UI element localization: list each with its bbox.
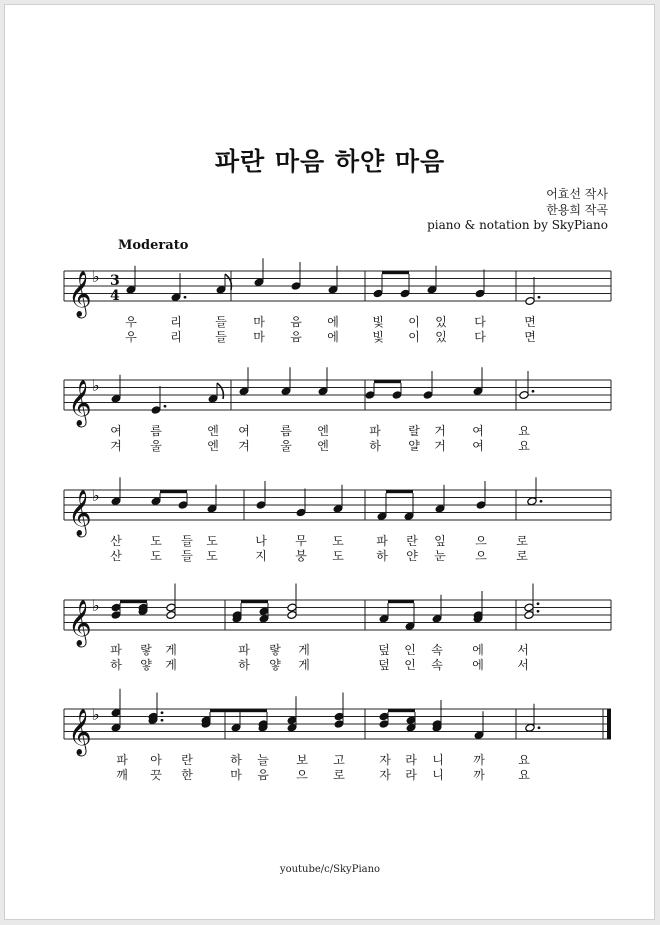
lyric-verse1-syllable: 랄 [408, 424, 420, 438]
lyric-verse1-syllable: 파 [369, 424, 381, 438]
lyric-verse2-syllable: 으 [296, 768, 308, 782]
lyric-verse1-syllable: 산 [110, 534, 122, 548]
lyric-verse1-syllable: 다 [474, 315, 486, 329]
augmentation-dot [540, 500, 543, 503]
lyric-verse1-syllable: 무 [295, 534, 307, 548]
arranger-credit: piano & notation by SkyPiano [427, 218, 608, 232]
lyric-verse2-syllable: 로 [333, 768, 345, 782]
lyric-verse2-syllable: 면 [524, 330, 536, 344]
lyric-verse2-syllable: 마 [253, 330, 265, 344]
lyricist-credit: 어효선 작사 [546, 187, 608, 201]
lyric-verse1-syllable: 고 [333, 753, 345, 767]
key-signature-flat-icon: ♭ [92, 705, 100, 724]
beam [386, 490, 413, 493]
lyric-verse1-syllable: 요 [518, 424, 530, 438]
beam [388, 600, 414, 603]
lyric-verse1-syllable: 여 [238, 424, 250, 438]
augmentation-dot [537, 602, 540, 605]
lyric-verse1-syllable: 하 [230, 753, 242, 767]
lyric-verse1-syllable: 속 [431, 643, 443, 657]
treble-clef-icon: 𝄞 [68, 271, 92, 317]
lyric-verse1-syllable: 니 [432, 753, 444, 767]
lyric-verse2-syllable: 도 [206, 549, 218, 563]
lyric-verse2-syllable: 있 [435, 330, 447, 344]
lyric-verse1-syllable: 에 [327, 315, 339, 329]
lyric-verse1-syllable: 아 [150, 753, 162, 767]
lyric-verse2-syllable: 리 [170, 330, 182, 344]
augmentation-dot [161, 711, 164, 714]
beam [241, 600, 268, 603]
key-signature-flat-icon: ♭ [92, 267, 100, 286]
augmentation-dot [537, 610, 540, 613]
lyric-verse2-syllable: 도 [332, 549, 344, 563]
lyric-verse2-syllable: 빛 [372, 330, 384, 344]
lyric-verse1-syllable: 파 [110, 643, 122, 657]
augmentation-dot [184, 296, 187, 299]
lyric-verse1-syllable: 도 [332, 534, 344, 548]
lyric-verse2-syllable: 에 [472, 658, 484, 672]
footer-channel: youtube/c/SkyPiano [279, 864, 381, 875]
lyric-verse1-syllable: 게 [298, 643, 310, 657]
lyric-verse2-syllable: 다 [474, 330, 486, 344]
lyric-verse1-syllable: 늘 [257, 753, 269, 767]
lyric-verse1-syllable: 도 [150, 534, 162, 548]
lyric-verse2-syllable: 거 [434, 439, 446, 453]
treble-clef-icon: 𝄞 [68, 709, 92, 755]
lyric-verse2-syllable: 얄 [408, 439, 420, 453]
beam [374, 380, 401, 383]
key-signature-flat-icon: ♭ [92, 486, 100, 505]
song-title: 파란 마음 하얀 마음 [214, 147, 446, 176]
lyric-verse2-syllable: 인 [404, 658, 416, 672]
lyric-verse2-syllable: 얀 [406, 549, 418, 563]
lyric-verse2-syllable: 여 [472, 439, 484, 453]
staff-system [64, 477, 611, 563]
beam [382, 271, 409, 274]
lyric-verse1-syllable: 란 [181, 753, 193, 767]
lyric-verse1-syllable: 파 [376, 534, 388, 548]
lyric-verse1-syllable: 랗 [269, 643, 281, 657]
lyric-verse2-syllable: 하 [110, 658, 122, 672]
lyric-verse1-syllable: 덮 [378, 643, 390, 657]
lyric-verse2-syllable: 덮 [378, 658, 390, 672]
lyric-verse1-syllable: 잎 [434, 534, 446, 548]
lyric-verse2-syllable: 겨 [238, 439, 250, 453]
beam [120, 600, 147, 603]
lyric-verse2-syllable: 음 [290, 330, 302, 344]
lyric-verse1-syllable: 나 [255, 534, 267, 548]
lyric-verse2-syllable: 하 [376, 549, 388, 563]
lyric-verse2-syllable: 우 [125, 330, 137, 344]
augmentation-dot [164, 405, 167, 408]
lyric-verse1-syllable: 름 [280, 424, 292, 438]
lyric-verse1-syllable: 파 [116, 753, 128, 767]
lyric-verse1-syllable: 으 [475, 534, 487, 548]
lyric-verse2-syllable: 들 [181, 549, 193, 563]
composer-credit: 한용희 작곡 [546, 203, 608, 217]
augmentation-dot [538, 726, 541, 729]
lyric-verse2-syllable: 도 [150, 549, 162, 563]
lyric-verse2-syllable: 음 [257, 768, 269, 782]
augmentation-dot [538, 296, 541, 299]
lyric-verse1-syllable: 로 [516, 534, 528, 548]
lyric-verse1-syllable: 여 [472, 424, 484, 438]
lyric-verse1-syllable: 거 [434, 424, 446, 438]
lyric-verse2-syllable: 서 [517, 658, 529, 672]
lyric-verse1-syllable: 빛 [372, 315, 384, 329]
lyric-verse1-syllable: 엔 [317, 424, 329, 438]
lyric-verse1-syllable: 름 [150, 424, 162, 438]
lyric-verse2-syllable: 들 [215, 330, 227, 344]
augmentation-dot [161, 719, 164, 722]
lyric-verse2-syllable: 겨 [110, 439, 122, 453]
lyric-verse2-syllable: 이 [408, 330, 420, 344]
lyric-verse1-syllable: 보 [296, 753, 308, 767]
lyric-verse1-syllable: 랗 [140, 643, 152, 657]
staff-system [64, 258, 611, 344]
lyric-verse1-syllable: 라 [405, 753, 417, 767]
lyric-verse1-syllable: 게 [165, 643, 177, 657]
beam [160, 490, 187, 493]
key-signature-flat-icon: ♭ [92, 376, 100, 395]
key-signature-flat-icon: ♭ [92, 596, 100, 615]
lyric-verse1-syllable: 란 [406, 534, 418, 548]
note-flag [225, 274, 231, 290]
note-flag [217, 383, 223, 399]
lyric-verse2-syllable: 지 [255, 549, 267, 563]
treble-clef-icon: 𝄞 [68, 600, 92, 646]
lyric-verse2-syllable: 울 [280, 439, 292, 453]
time-signature-bottom: 4 [110, 288, 120, 304]
treble-clef-icon: 𝄞 [68, 490, 92, 536]
tempo-marking: Moderato [118, 238, 189, 253]
lyric-verse1-syllable: 여 [110, 424, 122, 438]
beam [240, 709, 267, 712]
staff-system [64, 584, 611, 673]
lyric-verse1-syllable: 에 [472, 643, 484, 657]
lyric-verse1-syllable: 도 [206, 534, 218, 548]
lyric-verse1-syllable: 들 [181, 534, 193, 548]
lyric-verse2-syllable: 끗 [150, 768, 162, 782]
lyric-verse2-syllable: 하 [238, 658, 250, 672]
lyric-verse2-syllable: 엔 [207, 439, 219, 453]
lyric-verse1-syllable: 리 [170, 315, 182, 329]
lyric-verse2-syllable: 얗 [140, 658, 152, 672]
lyric-verse2-syllable: 한 [181, 768, 193, 782]
lyric-verse2-syllable: 게 [298, 658, 310, 672]
lyric-verse1-syllable: 까 [473, 753, 485, 767]
lyric-verse2-syllable: 으 [475, 549, 487, 563]
lyric-verse2-syllable: 라 [405, 768, 417, 782]
lyric-verse1-syllable: 요 [518, 753, 530, 767]
lyric-verse1-syllable: 엔 [207, 424, 219, 438]
beam [388, 709, 415, 712]
treble-clef-icon: 𝄞 [68, 380, 92, 426]
lyric-verse2-syllable: 엔 [317, 439, 329, 453]
lyric-verse2-syllable: 니 [432, 768, 444, 782]
lyric-verse2-syllable: 로 [516, 549, 528, 563]
lyric-verse2-syllable: 속 [431, 658, 443, 672]
time-signature-top: 3 [110, 273, 120, 289]
lyric-verse2-syllable: 붕 [295, 549, 307, 563]
lyric-verse1-syllable: 서 [517, 643, 529, 657]
lyric-verse1-syllable: 우 [125, 315, 137, 329]
lyric-verse1-syllable: 마 [253, 315, 265, 329]
staff-system [64, 689, 611, 782]
lyric-verse1-syllable: 있 [435, 315, 447, 329]
lyric-verse2-syllable: 산 [110, 549, 122, 563]
lyric-verse2-syllable: 요 [518, 439, 530, 453]
augmentation-dot [532, 390, 535, 393]
final-thick-barline [607, 709, 611, 739]
lyric-verse2-syllable: 눈 [434, 549, 446, 563]
lyric-verse1-syllable: 자 [379, 753, 391, 767]
staff-system [64, 367, 611, 453]
beam [210, 709, 240, 712]
lyric-verse1-syllable: 음 [290, 315, 302, 329]
lyric-verse2-syllable: 하 [369, 439, 381, 453]
lyric-verse2-syllable: 게 [165, 658, 177, 672]
lyric-verse2-syllable: 까 [473, 768, 485, 782]
lyric-verse2-syllable: 울 [150, 439, 162, 453]
lyric-verse2-syllable: 얗 [269, 658, 281, 672]
lyric-verse2-syllable: 요 [518, 768, 530, 782]
lyric-verse1-syllable: 이 [408, 315, 420, 329]
lyric-verse1-syllable: 면 [524, 315, 536, 329]
lyric-verse2-syllable: 자 [379, 768, 391, 782]
lyric-verse2-syllable: 마 [230, 768, 242, 782]
lyric-verse1-syllable: 들 [215, 315, 227, 329]
lyric-verse2-syllable: 깨 [116, 768, 128, 782]
lyric-verse1-syllable: 인 [404, 643, 416, 657]
lyric-verse1-syllable: 파 [238, 643, 250, 657]
lyric-verse2-syllable: 에 [327, 330, 339, 344]
